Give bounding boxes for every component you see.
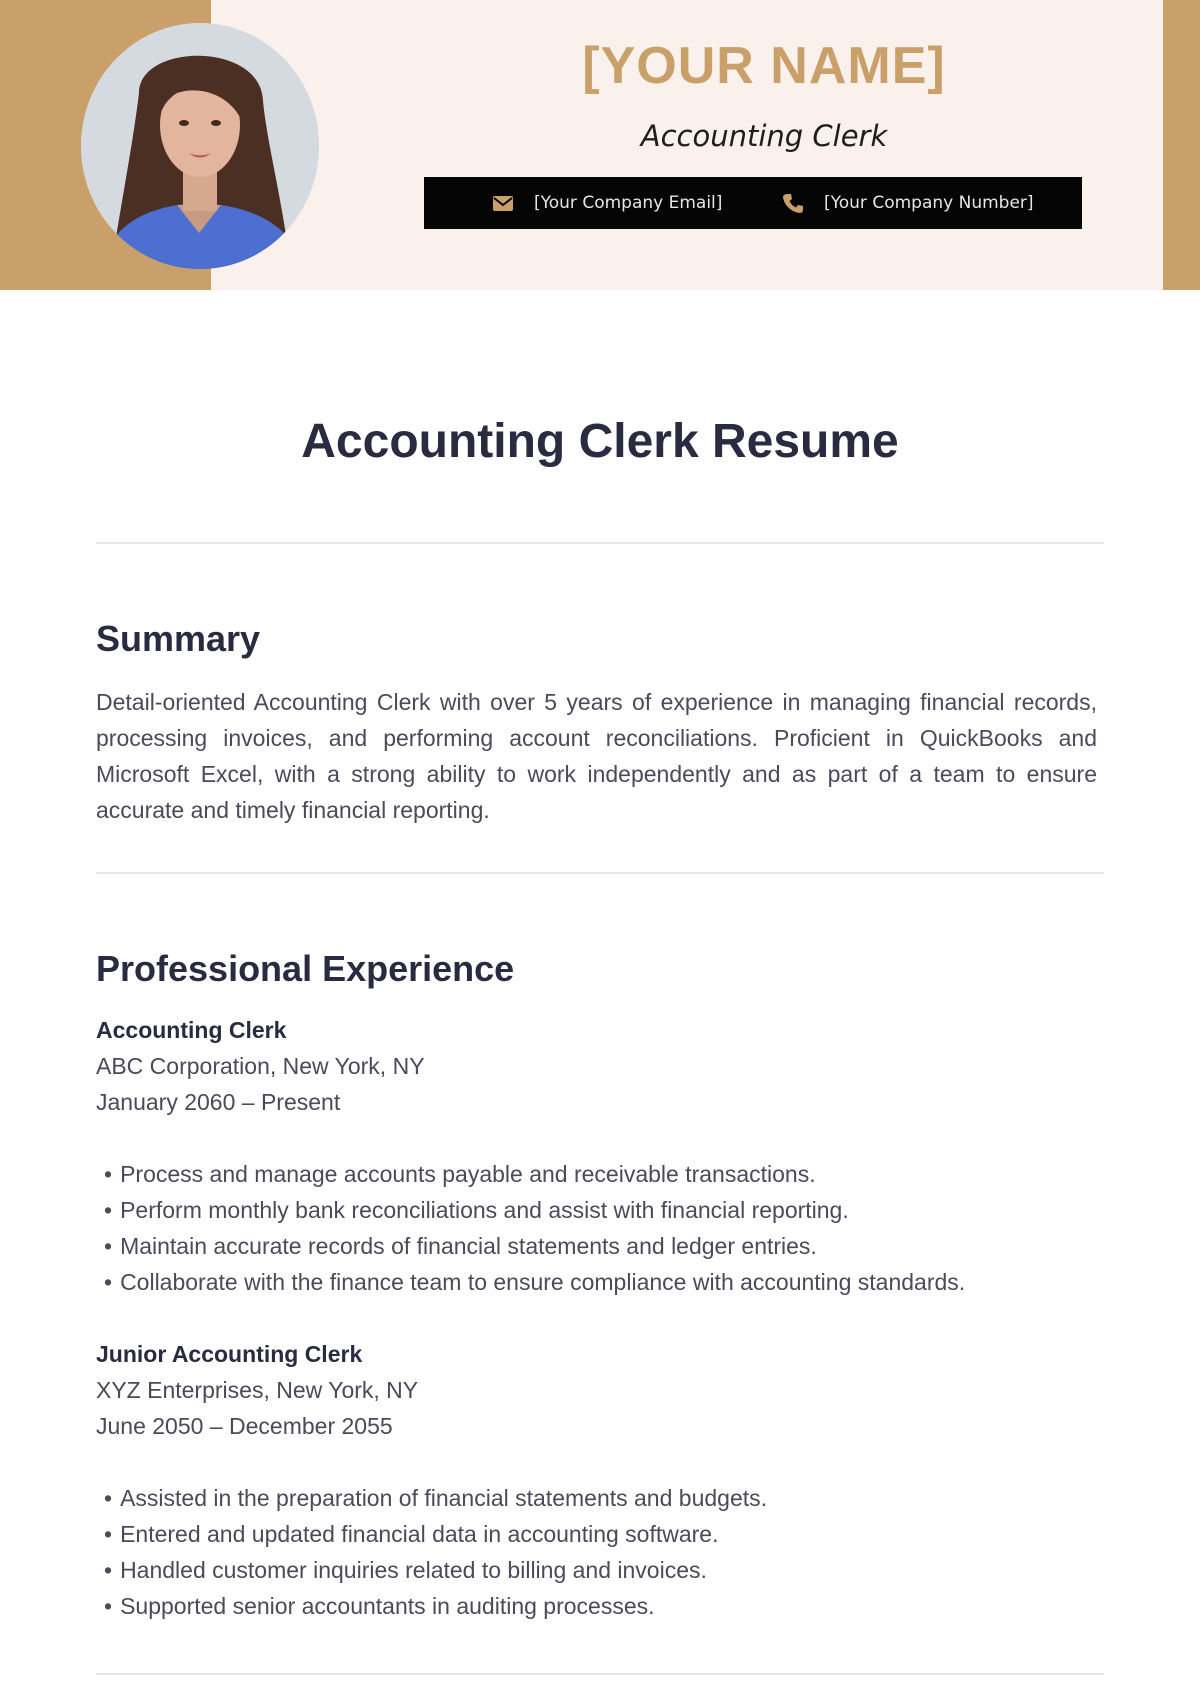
header-accent-band-right [1163,0,1200,290]
list-item: • Process and manage accounts payable and receivable transactions. [96,1156,1104,1192]
job-company: XYZ Enterprises, New York, NY [96,1377,419,1403]
summary-heading: Summary [96,618,261,659]
summary-text: Detail-oriented Accounting Clerk with over 5 years of experience in managing financial records, processing invoices, and performing account reconciliations. Proficient in QuickBooks and Microsoft Excel, with a strong ability to work independently and as part of a team to ensure accurate and timely financial reporting. [96,689,1097,823]
list-item: • Perform monthly bank reconciliations and assist with financial reporting. [96,1192,1104,1228]
contact-phone [782,177,1034,229]
candidate-job-title: Accounting Clerk [640,119,888,153]
contact-email-text: [Your Company Email] [534,193,723,213]
candidate-name: [YOUR NAME] [582,37,946,95]
list-item: • Collaborate with the finance team to ensure compliance with accounting standards. [96,1264,1104,1300]
job-role: Accounting Clerk [96,1017,287,1043]
envelope-icon [492,192,514,214]
phone-icon [782,192,804,214]
job-responsibilities [96,1480,1104,1624]
job-responsibilities [96,1156,1104,1300]
divider [96,872,1104,874]
job-company: ABC Corporation, New York, NY [96,1053,425,1079]
experience-heading: Professional Experience [96,948,515,989]
list-item: • Handled customer inquiries related to billing and invoices. [96,1552,1104,1588]
job-dates: June 2050 – December 2055 [96,1413,393,1439]
list-item: • Maintain accurate records of financial statements and ledger entries. [96,1228,1104,1264]
contact-email [492,177,722,229]
contact-phone-text: [Your Company Number] [824,193,1034,213]
job-entry [96,1012,1104,1300]
divider [96,1673,1104,1675]
list-item: • Supported senior accountants in auditing processes. [96,1588,1104,1624]
document-title: Accounting Clerk Resume [301,415,899,468]
contact-bar [424,177,1082,229]
list-item: • Assisted in the preparation of financial statements and budgets. [96,1480,1104,1516]
resume-header [0,0,1200,290]
job-dates: January 2060 – Present [96,1089,341,1115]
avatar [81,23,319,269]
job-role: Junior Accounting Clerk [96,1341,363,1367]
job-entry [96,1336,1104,1624]
list-item: • Entered and updated financial data in accounting software. [96,1516,1104,1552]
divider [96,542,1104,544]
